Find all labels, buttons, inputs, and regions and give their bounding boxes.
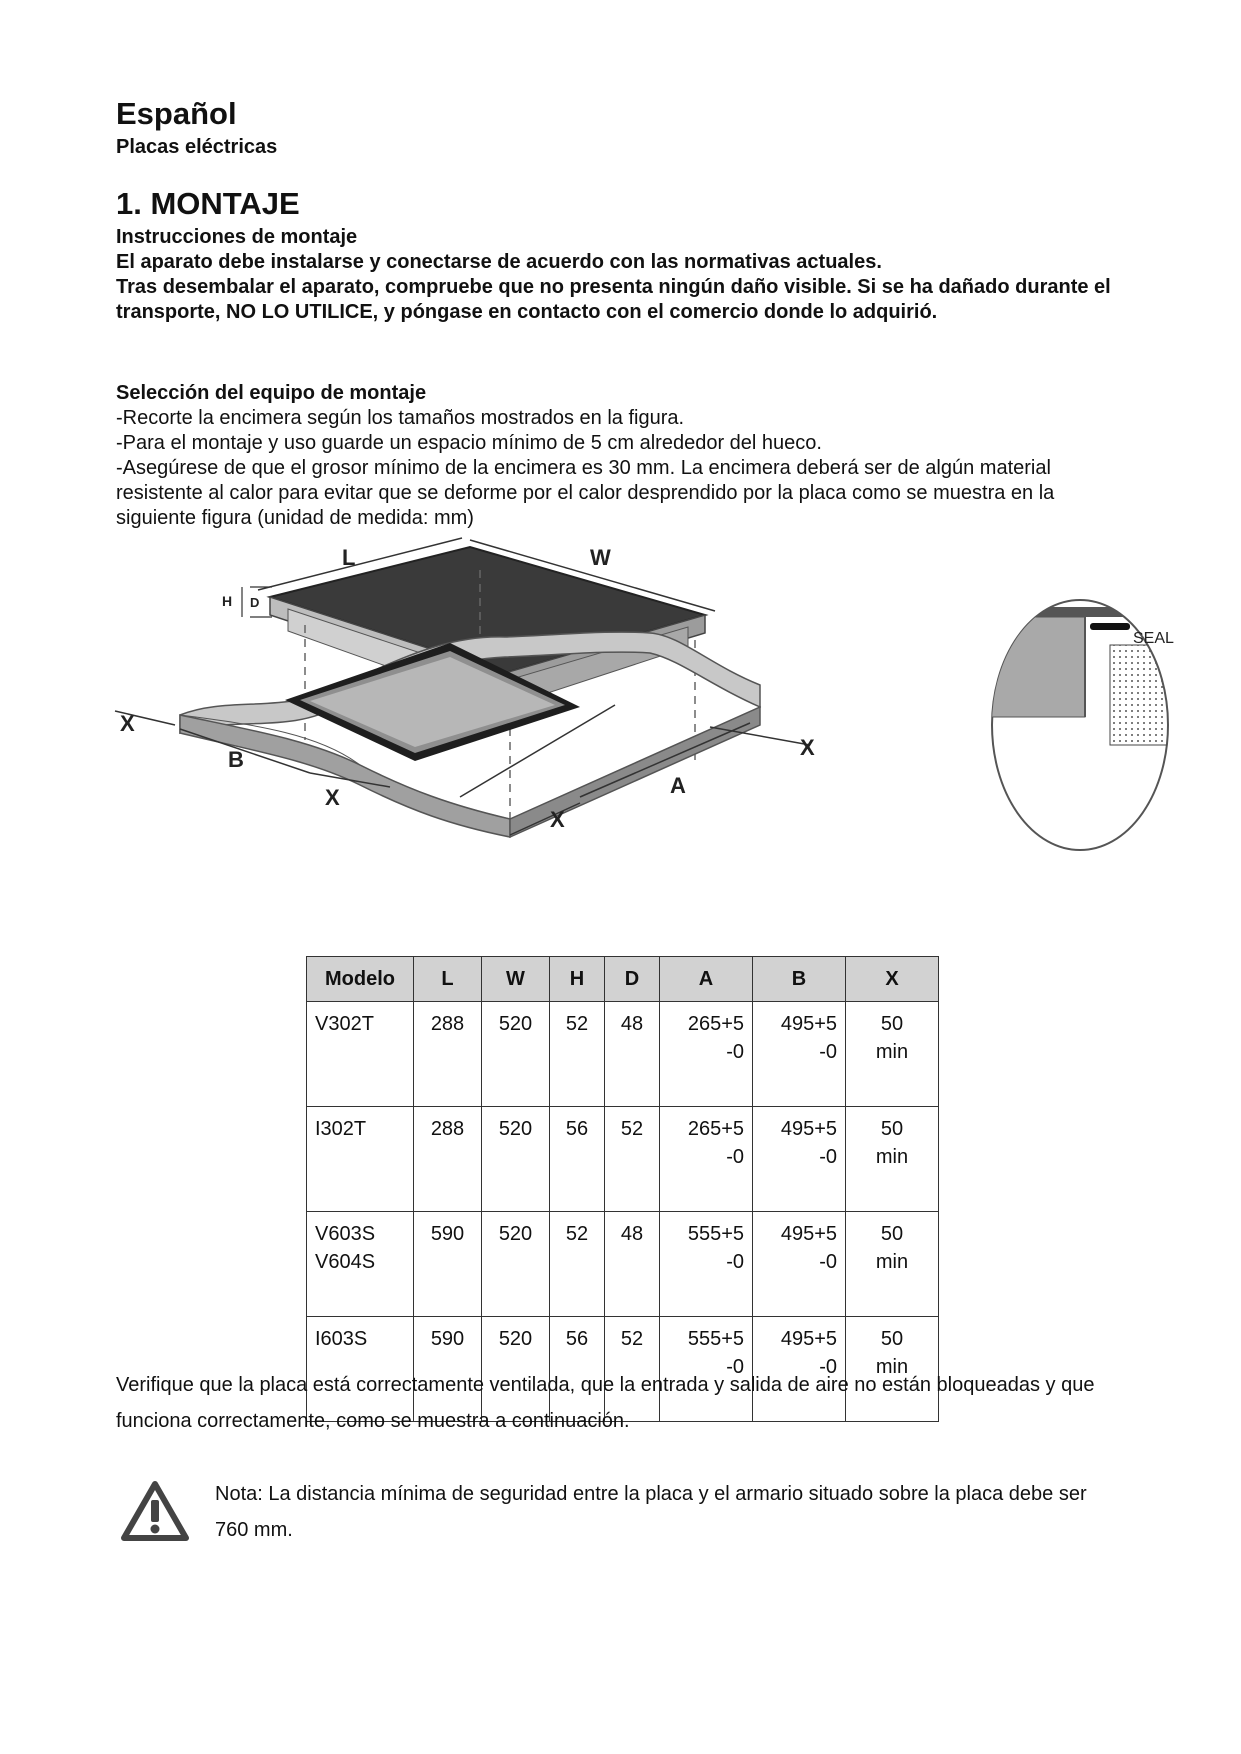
cell-b: 495+5 -0 <box>753 1317 846 1422</box>
cell-a: 555+5 -0 <box>660 1317 753 1422</box>
label-l: L <box>342 545 356 570</box>
label-x-left: X <box>120 711 135 736</box>
label-x-right: X <box>800 735 815 760</box>
selection-line-3: -Asegúrese de que el grosor mínimo de la encimera es 30 mm. La encimera deberá ser de algún material resistente al calor para evitar que se deforme por el calor desprendido por la placa como se muestra en la siguiente figura (unidad de medida: mm) <box>116 457 1055 529</box>
section-title: 1. MONTAJE <box>116 186 300 221</box>
cell-h: 56 <box>550 1317 605 1422</box>
cell-h: 52 <box>550 1002 605 1107</box>
label-b: B <box>228 747 244 772</box>
cell-w: 520 <box>482 1317 550 1422</box>
warning-icon <box>120 1480 190 1544</box>
cell-model: I603S <box>307 1317 414 1422</box>
label-a: A <box>670 773 686 798</box>
cell-l: 590 <box>414 1212 482 1317</box>
instructions-title: Instrucciones de montaje <box>116 226 358 248</box>
language-heading: Español <box>116 96 237 131</box>
header-x: X <box>846 957 939 1002</box>
cell-d: 52 <box>605 1317 660 1422</box>
cell-d: 52 <box>605 1107 660 1212</box>
cell-w: 520 <box>482 1107 550 1212</box>
cell-a: 555+5 -0 <box>660 1212 753 1317</box>
cell-h: 52 <box>550 1212 605 1317</box>
paragraph-damage-warning: Tras desembalar el aparato, compruebe que no presenta ningún daño visible. Si se ha dañado durante el transporte, NO LO UTILICE, y póngase en contacto con el comercio donde lo adquirió. <box>116 276 1111 323</box>
header-d: D <box>605 957 660 1002</box>
paragraph-regulations: El aparato debe instalarse y conectarse de acuerdo con las normativas actuales. <box>116 251 882 273</box>
selection-title: Selección del equipo de montaje <box>116 382 427 404</box>
label-x-bottom: X <box>550 807 565 832</box>
table-header-row <box>307 957 939 1002</box>
countertop-drawing <box>180 632 760 837</box>
dimensions-table <box>306 956 939 1422</box>
cell-l: 590 <box>414 1317 482 1422</box>
cell-x: 50 min <box>846 1107 939 1212</box>
label-w: W <box>590 545 611 570</box>
cell-w: 520 <box>482 1212 550 1317</box>
selection-line-2: -Para el montaje y uso guarde un espacio mínimo de 5 cm alrededor del hueco. <box>116 432 822 454</box>
cell-model: V302T <box>307 1002 414 1107</box>
cell-w: 520 <box>482 1002 550 1107</box>
header-model: Modelo <box>307 957 414 1002</box>
instructions-block <box>116 225 1136 325</box>
table-row <box>307 1107 939 1212</box>
seal-detail <box>980 600 1180 850</box>
cell-model: I302T <box>307 1107 414 1212</box>
label-x-bottom-left: X <box>325 785 340 810</box>
cell-x: 50 min <box>846 1212 939 1317</box>
cell-d: 48 <box>605 1002 660 1107</box>
label-seal: SEAL <box>1133 630 1174 647</box>
cell-x: 50 min <box>846 1317 939 1422</box>
product-subtitle: Placas eléctricas <box>116 136 278 158</box>
cell-a: 265+5 -0 <box>660 1107 753 1212</box>
label-h: H <box>222 593 233 609</box>
header-a: A <box>660 957 753 1002</box>
installation-figure <box>110 535 1210 935</box>
label-d: D <box>250 595 260 610</box>
header-w: W <box>482 957 550 1002</box>
cell-model: V603S V604S <box>307 1212 414 1317</box>
header-b: B <box>753 957 846 1002</box>
selection-line-1: -Recorte la encimera según los tamaños mostrados en la figura. <box>116 407 685 429</box>
cell-b: 495+5 -0 <box>753 1002 846 1107</box>
cell-h: 56 <box>550 1107 605 1212</box>
cell-l: 288 <box>414 1107 482 1212</box>
table-row <box>307 1212 939 1317</box>
selection-block <box>116 381 1136 531</box>
cell-b: 495+5 -0 <box>753 1107 846 1212</box>
cell-d: 48 <box>605 1212 660 1317</box>
ventilation-paragraph: Verifique que la placa está correctamente ventilada, que la entrada y salida de aire no están bloqueadas y que funciona correctamente, como se muestra a continuación. <box>116 1374 1095 1432</box>
safety-note: Nota: La distancia mínima de seguridad entre la placa y el armario situado sobre la placa debe ser 760 mm. <box>215 1483 1087 1541</box>
cell-x: 50 min <box>846 1002 939 1107</box>
cell-b: 495+5 -0 <box>753 1212 846 1317</box>
cell-l: 288 <box>414 1002 482 1107</box>
cell-a: 265+5 -0 <box>660 1002 753 1107</box>
table-row <box>307 1002 939 1107</box>
header-h: H <box>550 957 605 1002</box>
header-l: L <box>414 957 482 1002</box>
